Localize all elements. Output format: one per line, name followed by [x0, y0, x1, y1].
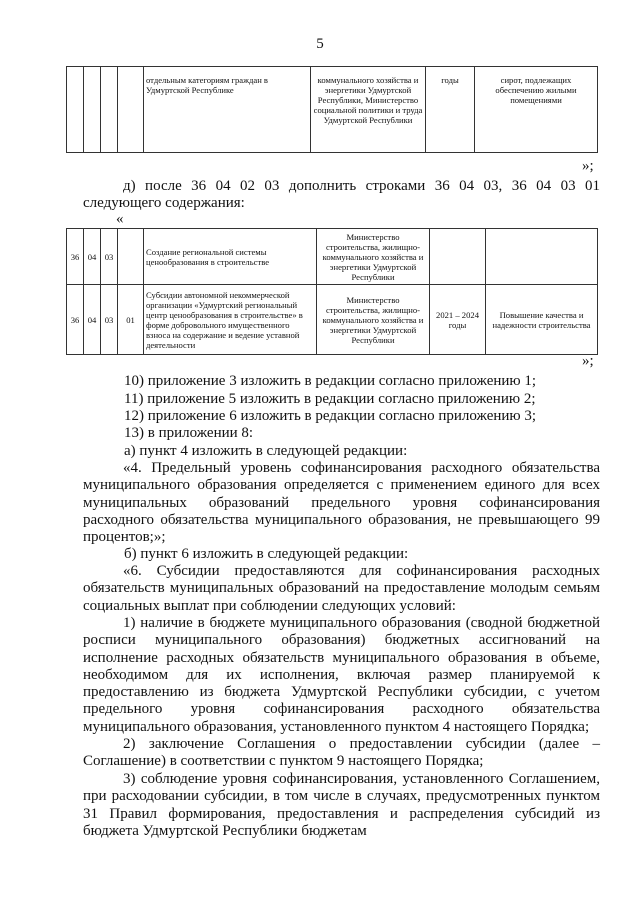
code-cell: 04	[84, 229, 101, 285]
code-cell	[118, 229, 144, 285]
code-cell	[101, 67, 118, 153]
page-number: 5	[316, 36, 324, 52]
point-4-text: «4. Предельный уровень софинансирования расходного обязательства муниципального образования определяется с применением единого для всех муниципальных образований предельного уровня софинансирования расходного обязательства муниципального образования, не превышающего 99 процентов;»;	[83, 460, 600, 546]
clause-d: д) после 36 04 02 03 дополнить строками 36 04 03, 36 04 03 01 следующего содержания:	[83, 178, 600, 212]
period-cell	[430, 229, 486, 285]
executor-cell: коммунального хозяйства и энергетики Удмуртской Республики, Министерство социальной политики и труда Удмуртской Республики	[311, 67, 426, 153]
table-row	[67, 285, 598, 355]
code-cell	[84, 67, 101, 153]
condition-2: 2) заключение Соглашения о предоставлении субсидии (далее – Соглашение) в соответствии с пунктом 9 настоящего Порядка;	[83, 736, 600, 770]
result-cell: сирот, подлежащих обеспечению жилыми помещениями	[475, 67, 598, 153]
code-cell: 03	[101, 229, 118, 285]
code-cell: 03	[101, 285, 118, 355]
table-row	[67, 229, 598, 285]
code-cell: 36	[67, 285, 84, 355]
item-12: 12) приложение 6 изложить в редакции согласно приложению 3;	[124, 408, 537, 424]
executor-cell: Министерство строительства, жилищно-коммунального хозяйства и энергетики Удмуртской Республики	[317, 229, 430, 285]
executor-cell: Министерство строительства, жилищно-коммунального хозяйства и энергетики Удмуртской Республики	[317, 285, 430, 355]
measure-name-cell: Создание региональной системы ценообразования в строительстве	[144, 229, 317, 285]
measure-name-cell: отдельным категориям граждан в Удмуртской Республике	[144, 67, 311, 153]
code-cell: 04	[84, 285, 101, 355]
result-cell: Повышение качества и надежности строительства	[486, 285, 598, 355]
measure-name-cell: Субсидии автономной некоммерческой организации «Удмуртский региональный центр ценообразования в строительстве» в форме добровольного имущественного взноса на содержание и ведение уставной деятельности	[144, 285, 317, 355]
inserted-rows-table	[66, 228, 598, 355]
code-cell	[67, 67, 84, 153]
program-table-continuation	[66, 66, 598, 153]
subitem-a: а) пункт 4 изложить в следующей редакции:	[124, 443, 408, 459]
table2-closing-quote: »;	[582, 353, 594, 369]
condition-3: 3) соблюдение уровня софинансирования, установленного Соглашением, при расходовании субсидии, в том числе в случаях, предусмотренных пунктом 31 Правил формирования, предоставления и распределения субсидий из бюджета Удмуртской Республики бюджетам	[83, 771, 600, 839]
period-cell: 2021 – 2024 годы	[430, 285, 486, 355]
subitem-b: б) пункт 6 изложить в следующей редакции:	[124, 546, 409, 562]
item-11: 11) приложение 5 изложить в редакции согласно приложению 2;	[124, 391, 536, 407]
item-10: 10) приложение 3 изложить в редакции согласно приложению 1;	[124, 373, 537, 389]
period-cell: годы	[426, 67, 475, 153]
table1-closing-quote: »;	[582, 158, 594, 174]
code-cell: 01	[118, 285, 144, 355]
code-cell	[118, 67, 144, 153]
result-cell	[486, 229, 598, 285]
table2-opening-quote: «	[116, 211, 124, 227]
item-13: 13) в приложении 8:	[124, 425, 254, 441]
condition-1: 1) наличие в бюджете муниципального образования (сводной бюджетной росписи муниципального образования) бюджетных ассигнований на исполнение расходных обязательств муниципального образования в объеме, необходимом для их исполнения, включая размер планируемой к предоставлению из бюджета Удмуртской Республики субсидии, с учетом предельного уровня софинансирования расходного обязательства муниципального образования, установленного пунктом 4 настоящего Порядка;	[83, 615, 600, 735]
code-cell: 36	[67, 229, 84, 285]
point-6-text: «6. Субсидии предоставляются для софинансирования расходных обязательств муниципальных образований на предоставление молодым семьям социальных выплат при соблюдении следующих условий:	[83, 563, 600, 614]
table-row	[67, 67, 598, 153]
